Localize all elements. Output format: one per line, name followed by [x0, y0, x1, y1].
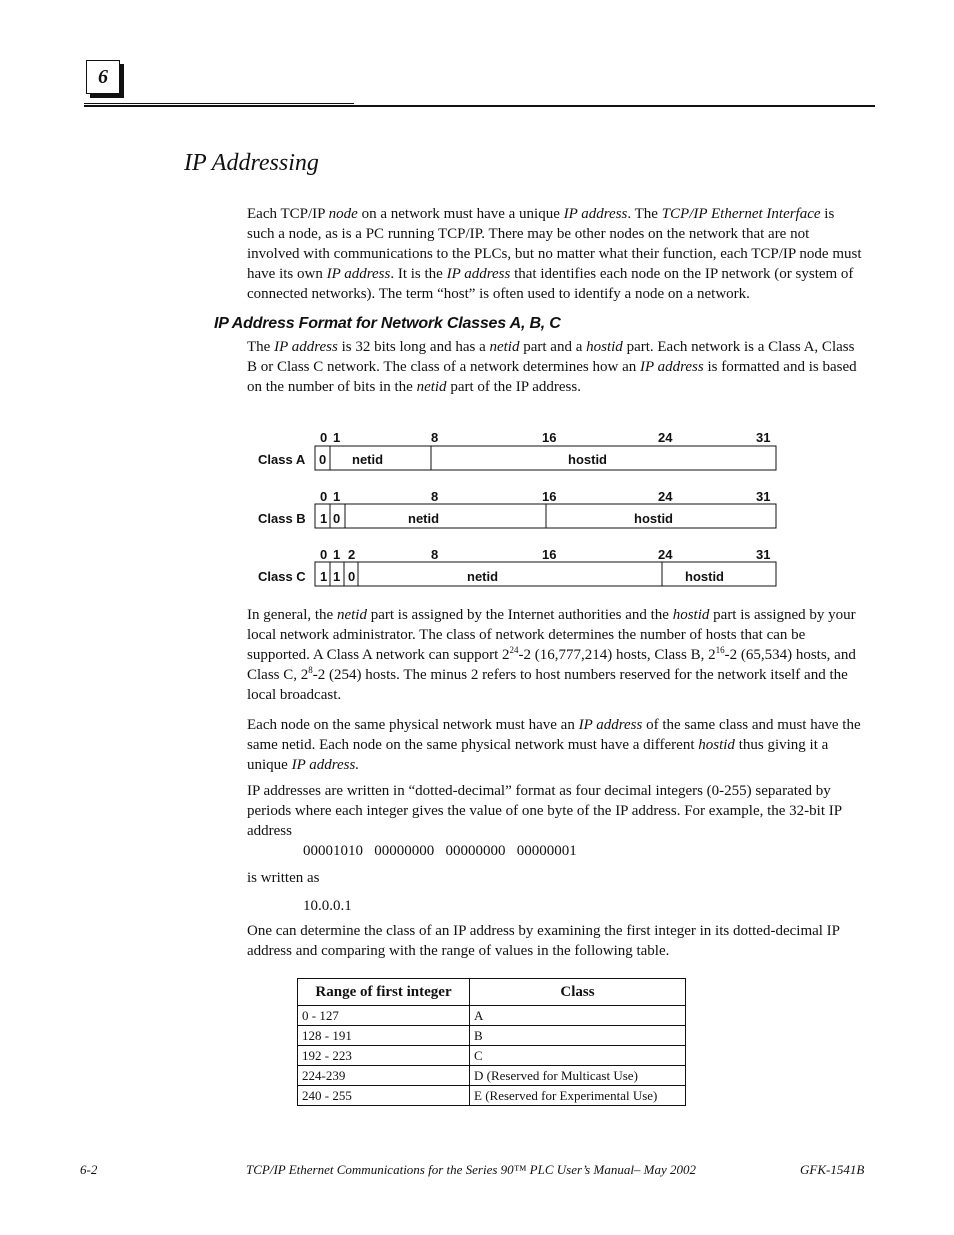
- class-b-bit-31: 31: [756, 489, 771, 504]
- class-range-table: [297, 978, 686, 1106]
- footer-document-id: GFK-1541B: [800, 1162, 865, 1177]
- table-row: [298, 1026, 686, 1046]
- subsection-title: IP Address Format for Network Classes A, B, C: [214, 315, 561, 332]
- chapter-number-box: 6: [86, 60, 120, 94]
- class-b-row: [258, 489, 776, 528]
- class-cell: D (Reserved for Multicast Use): [470, 1066, 686, 1086]
- range-cell: 128 - 191: [298, 1026, 470, 1046]
- class-c-bit-1: 1: [333, 547, 341, 562]
- class-b-prefix-bit-0: 1: [320, 511, 328, 526]
- class-cell: C: [470, 1046, 686, 1066]
- class-a-bit-0: 0: [320, 430, 328, 445]
- table-header-row: [298, 979, 686, 1006]
- dotted-decimal-paragraph: IP addresses are written in “dotted-decimal” format as four decimal integers (0-255) separated by periods where each integer gives the value of one byte of the IP address. For example, the 32-bit IP address: [247, 783, 842, 839]
- written-as-text: is written as: [247, 870, 320, 886]
- class-b-address-box: [315, 504, 776, 528]
- header-rule-thin: [84, 103, 354, 104]
- class-b-bit-8: 8: [431, 489, 439, 504]
- range-column-header: Range of first integer: [298, 979, 470, 1006]
- class-c-bit-0: 0: [320, 547, 328, 562]
- footer-page-number: 6-2: [80, 1162, 98, 1177]
- class-b-bit-16: 16: [542, 489, 557, 504]
- class-c-bit-31: 31: [756, 547, 771, 562]
- class-a-netid: netid: [352, 452, 384, 467]
- class-c-netid: netid: [467, 569, 499, 584]
- class-column-header: Class: [470, 979, 686, 1006]
- class-a-hostid: hostid: [568, 452, 607, 467]
- hosts-paragraph: In general, the netid part is assigned by the Internet authorities and the hostid part is assigned by your local network administrator. The class of network determines the number of hosts that can be supported. A Class A network can support $2^{24}-2$ (16,777,214) hosts, Class B, $2^{16}-2$ (65,534) hosts, and Class C, $2^8-2$ (254) hosts. The minus 2 refers to host numbers reserved for the network itself and the local broadcast.: [247, 607, 856, 703]
- range-cell: 240 - 255: [298, 1086, 470, 1106]
- class-a-label: Class A: [258, 452, 306, 467]
- class-c-hostid: hostid: [685, 569, 724, 584]
- class-a-row: [258, 430, 776, 470]
- class-a-bit-8: 8: [431, 430, 439, 445]
- class-a-bit-16: 16: [542, 430, 557, 445]
- class-b-netid: netid: [408, 511, 440, 526]
- class-b-bit-1: 1: [333, 489, 341, 504]
- class-a-address-box: [315, 446, 776, 470]
- table-row: [298, 1006, 686, 1026]
- class-c-prefix-bit-1: 1: [333, 569, 341, 584]
- class-c-prefix-bit-2: 0: [348, 569, 356, 584]
- class-c-bit-8: 8: [431, 547, 439, 562]
- header-rule: [84, 105, 875, 107]
- class-c-label: Class C: [258, 569, 306, 584]
- class-c-row: [258, 547, 776, 586]
- class-c-bit-16: 16: [542, 547, 557, 562]
- table-row: [298, 1046, 686, 1066]
- class-a-bit-31: 31: [756, 430, 771, 445]
- node-paragraph: Each node on the same physical network must have an IP address of the same class and must have the same netid. Each node on the same physical network must have a different hostid thus giving it a unique IP address.: [247, 717, 861, 773]
- class-b-prefix-bit-1: 0: [333, 511, 341, 526]
- intro-paragraph: Each TCP/IP node on a network must have a unique IP address. The TCP/IP Ethernet Interface is such a node, as is a PC running TCP/IP. There may be other nodes on the network that are not involved with communications to the PLCs, but no matter what their function, each TCP/IP node must have its own IP address. It is the IP address that identifies each node on the IP network (or system of connected networks). The term “host” is often used to identify a node on a network.: [247, 206, 862, 302]
- class-determination-paragraph: One can determine the class of an IP address by examining the first integer in its dotted-decimal IP address and comparing with the range of values in the following table.: [247, 923, 840, 959]
- range-cell: 192 - 223: [298, 1046, 470, 1066]
- class-c-address-box: [315, 562, 776, 586]
- section-title: IP Addressing: [184, 150, 319, 176]
- format-paragraph: The IP address is 32 bits long and has a netid part and a hostid part. Each network is a Class A, Class B or Class C network. The class of a network determines how an IP address is formatted and is based on the number of bits in the netid part of the IP address.: [247, 339, 857, 395]
- class-b-hostid: hostid: [634, 511, 673, 526]
- class-a-bit-1: 1: [333, 430, 341, 445]
- class-cell: B: [470, 1026, 686, 1046]
- range-cell: 224-239: [298, 1066, 470, 1086]
- decimal-address-example: 10.0.0.1: [303, 898, 352, 914]
- footer-manual-title: TCP/IP Ethernet Communications for the Series 90™ PLC User’s Manual– May 2002: [246, 1162, 697, 1177]
- table-row: [298, 1086, 686, 1106]
- class-c-bit-2: 2: [348, 547, 356, 562]
- class-a-prefix-bit-0: 0: [319, 452, 327, 467]
- class-cell: E (Reserved for Experimental Use): [470, 1086, 686, 1106]
- class-b-bit-0: 0: [320, 489, 328, 504]
- class-b-label: Class B: [258, 511, 306, 526]
- class-c-prefix-bit-0: 1: [320, 569, 328, 584]
- class-a-bit-24: 24: [658, 430, 673, 445]
- class-c-bit-24: 24: [658, 547, 673, 562]
- table-row: [298, 1066, 686, 1086]
- range-cell: 0 - 127: [298, 1006, 470, 1026]
- class-cell: A: [470, 1006, 686, 1026]
- binary-address-example: 00001010 00000000 00000000 00000001: [303, 843, 577, 859]
- class-b-bit-24: 24: [658, 489, 673, 504]
